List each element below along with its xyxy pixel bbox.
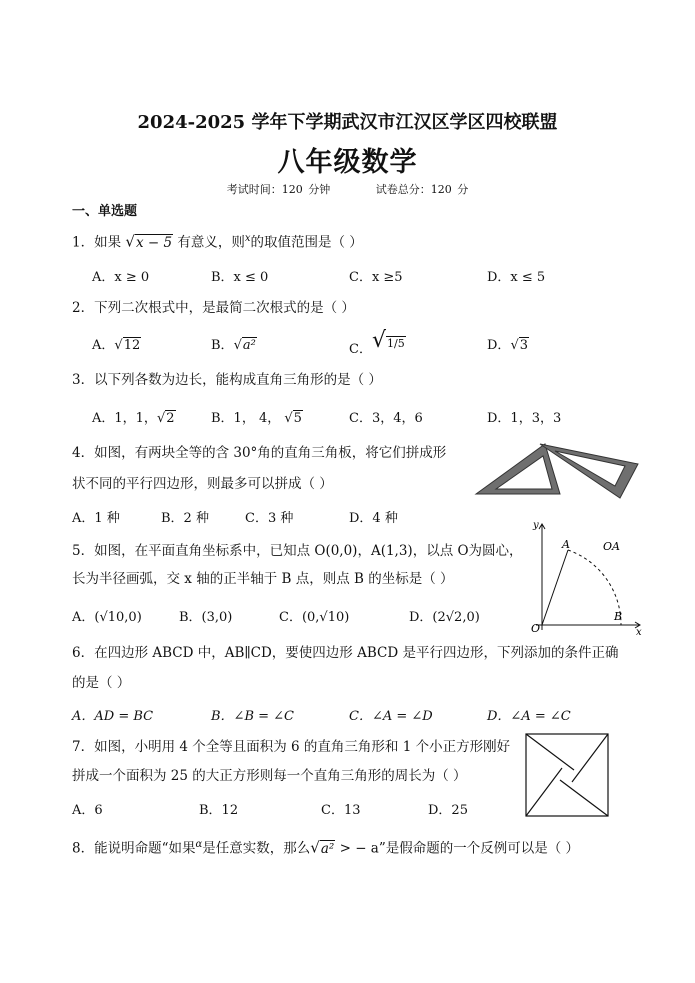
question-6-option-b: B．∠B = ∠C [211,709,294,724]
question-4-option-b: B．2 种 [161,511,209,526]
point-b-label: B [614,610,623,623]
oa-label: OA [603,540,620,553]
question-5-stem-line-2: 长为半径画弧，交 x 轴的正半轴于 B 点，则点 B 的坐标是（ ） [72,571,454,587]
question-7-stem-line-1: 7．如图，小明用 4 个全等且面积为 6 的直角三角形和 1 个小正方形刚好 [72,739,511,755]
point-a-label: A [562,538,570,551]
question-2-option-b: B．√a² [211,338,256,353]
section-heading: 一、单选题 [72,204,138,219]
coordinate-arc-figure [522,518,647,636]
question-7-option-b: B．12 [199,803,239,818]
question-6-stem-line-1: 6．在四边形 ABCD 中，AB∥CD，要使四边形 ABCD 是平行四边形，下列添加的条件正确 [72,645,619,661]
question-1-radicand: x − 5 [135,234,173,251]
question-5-stem-line-1: 5．如图，在平面直角坐标系中，已知点 O(0,0)，A(1,3)，以点 O为圆心， [72,543,523,559]
question-1-option-b: B．x ≤ 0 [211,270,269,285]
question-8-radicand: a² [320,840,335,857]
question-4-option-a: A．1 种 [72,511,120,526]
question-3-option-d: D．1，3，3 [487,411,562,426]
question-4-option-c: C．3 种 [245,511,294,526]
subject-title: 八年级数学 [277,147,418,178]
exam-info [0,181,695,197]
question-3-option-a: A．1，1，√2 [92,411,175,426]
question-4-option-d: D．4 种 [349,511,398,526]
question-1-stem: 1．如果 √x − 5 有意义，则$^x$的取值范围是（ ） [72,232,363,251]
question-7-option-c: C．13 [321,803,361,818]
question-3-option-c: C．3，4，6 [349,411,423,426]
question-1-option-c: C．x ≥5 [349,270,403,285]
x-axis-label: x [636,627,642,636]
question-5-option-d: D．(2√2,0) [409,610,480,625]
question-5-option-a: A．(√10,0) [72,610,142,625]
question-7-option-d: D．25 [428,803,468,818]
question-2-option-d: D．√3 [487,338,529,353]
question-7-stem-line-2: 拼成一个面积为 25 的大正方形则每一个直角三角形的周长为（ ） [72,768,467,784]
question-6-option-c: C．∠A = ∠D [349,709,433,724]
question-7-option-a: A．6 [72,803,103,818]
question-5-option-c: C．(0,√10) [279,610,350,625]
question-2-option-a: A．√12 [92,338,141,353]
question-4-stem-line-2: 状不同的平行四边形，则最多可以拼成（ ） [72,476,333,492]
question-2-stem: 2．下列二次根式中，是最简二次根式的是（ ） [72,300,355,316]
y-axis-label: y [533,520,539,531]
pinwheel-square-figure [524,732,610,818]
exam-score: 试卷总分：120 分 [375,183,469,196]
question-5-option-b: B．(3,0) [179,610,233,625]
question-3-option-b: B．1， 4， √5 [211,411,302,426]
origin-label: O [531,622,541,635]
exam-title: 2024-2025 学年下学期武汉市江汉区学区四校联盟 [137,112,558,133]
question-4-stem-line-1: 4．如图，有两块全等的含 30°角的直角三角板，将它们拼成形 [72,445,447,461]
question-6-option-a: A．AD = BC [72,709,154,724]
question-2-option-c: C．√1/5 [349,328,405,357]
question-1-option-d: D．x ≤ 5 [487,270,546,285]
question-8-stem: 8．能说明命题“如果$^\alpha$是任意实数，那么√a² > − a”是假命题的一个反例可以是（ ） [72,838,580,857]
question-1-option-a: A．x ≥ 0 [92,270,150,285]
exam-time: 考试时间：120 分钟 [226,183,331,196]
question-3-stem: 3．以下列各数为边长，能构成直角三角形的是（ ） [72,372,382,388]
question-6-stem-line-2: 的是（ ） [72,675,131,691]
triangle-boards-figure [470,436,645,506]
question-6-option-d: D．∠A = ∠C [487,709,571,724]
